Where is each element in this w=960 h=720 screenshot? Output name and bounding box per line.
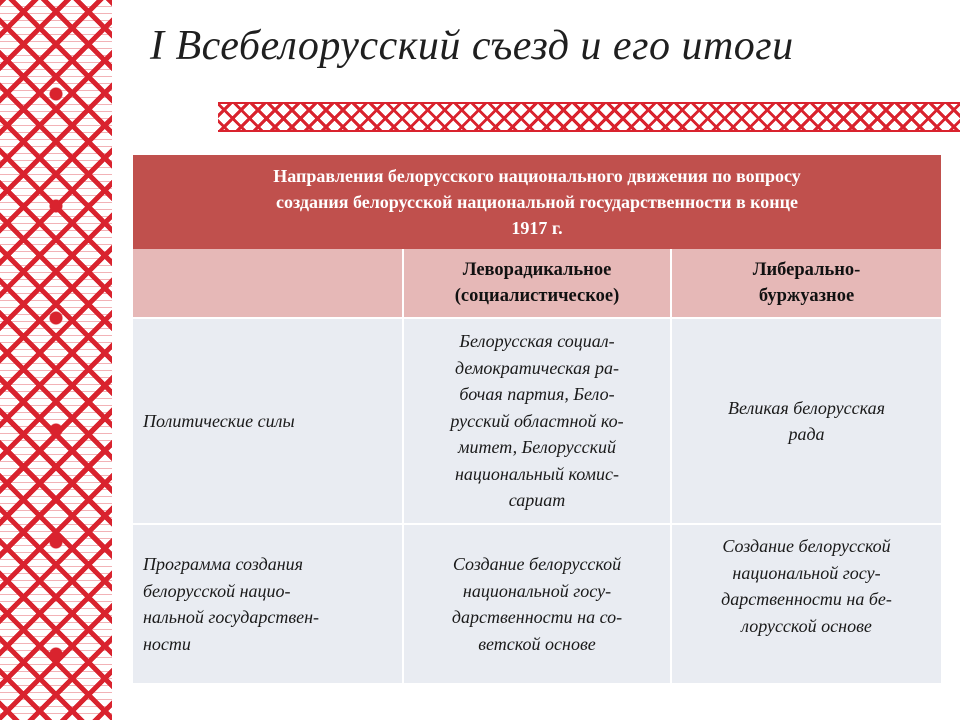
cell-left-radical-forces [403,318,671,524]
cell-line: сариат [508,490,566,511]
cell-line: дарственности на бе- [721,589,892,609]
cell-line: Белорусская социал- [459,331,615,352]
subheader-left-radical [403,249,671,318]
subheader-line: Либерально- [752,260,861,280]
table-header-row [133,155,941,249]
table-row [133,318,941,524]
top-ornament-strip [218,102,960,132]
header-line: 1917 г. [511,218,563,238]
row-label-political-forces [133,318,403,524]
left-ornament-band [0,0,112,720]
table-subheader-row [133,249,941,318]
header-line: создания белорусской национальной государственности в конце [275,192,799,212]
subheader-empty-cell [133,249,403,318]
cell-line: Великая белорусская [728,397,885,418]
cell-line: Создание белорусской [722,536,891,556]
cell-line: национальной госу- [732,562,881,583]
cell-line: белорусской нацио- [143,580,291,601]
cell-liberal-forces [671,318,941,524]
header-line: Направления белорусского национального движения по вопросу [273,166,801,186]
row-label-program [133,524,403,683]
cell-line: ности [143,633,191,654]
cell-line: рада [788,424,825,444]
cell-line: Программа создания [143,554,303,574]
cell-line: бочая партия, Бело- [459,384,615,405]
cell-line: Политические силы [143,410,295,431]
subheader-liberal [671,249,941,318]
subheader-line: буржуазное [758,286,855,306]
cell-liberal-program [671,524,941,683]
cell-line: ветской основе [478,633,596,654]
cell-line: митет, Белорусский [457,437,617,458]
cell-line: лорусской основе [741,615,872,636]
cell-line: демократическая ра- [455,357,619,378]
subheader-line: (социалистическое) [454,286,620,306]
cell-line: национальный комис- [454,463,620,484]
slide-title: I Всебелорусский съезд и его итоги [150,23,794,69]
table-row [133,524,941,683]
cell-line: нальной государствен- [143,607,320,627]
cell-left-radical-program [403,524,671,683]
cell-line: дарственности на со- [451,607,623,627]
table-header-cell [133,155,941,249]
cell-line: Создание белорусской [452,554,622,574]
subheader-line: Леворадикальное [462,260,612,280]
cell-line: национальной госу- [462,580,612,601]
cell-line: русский областной ко- [450,410,624,431]
comparison-table [133,155,941,683]
